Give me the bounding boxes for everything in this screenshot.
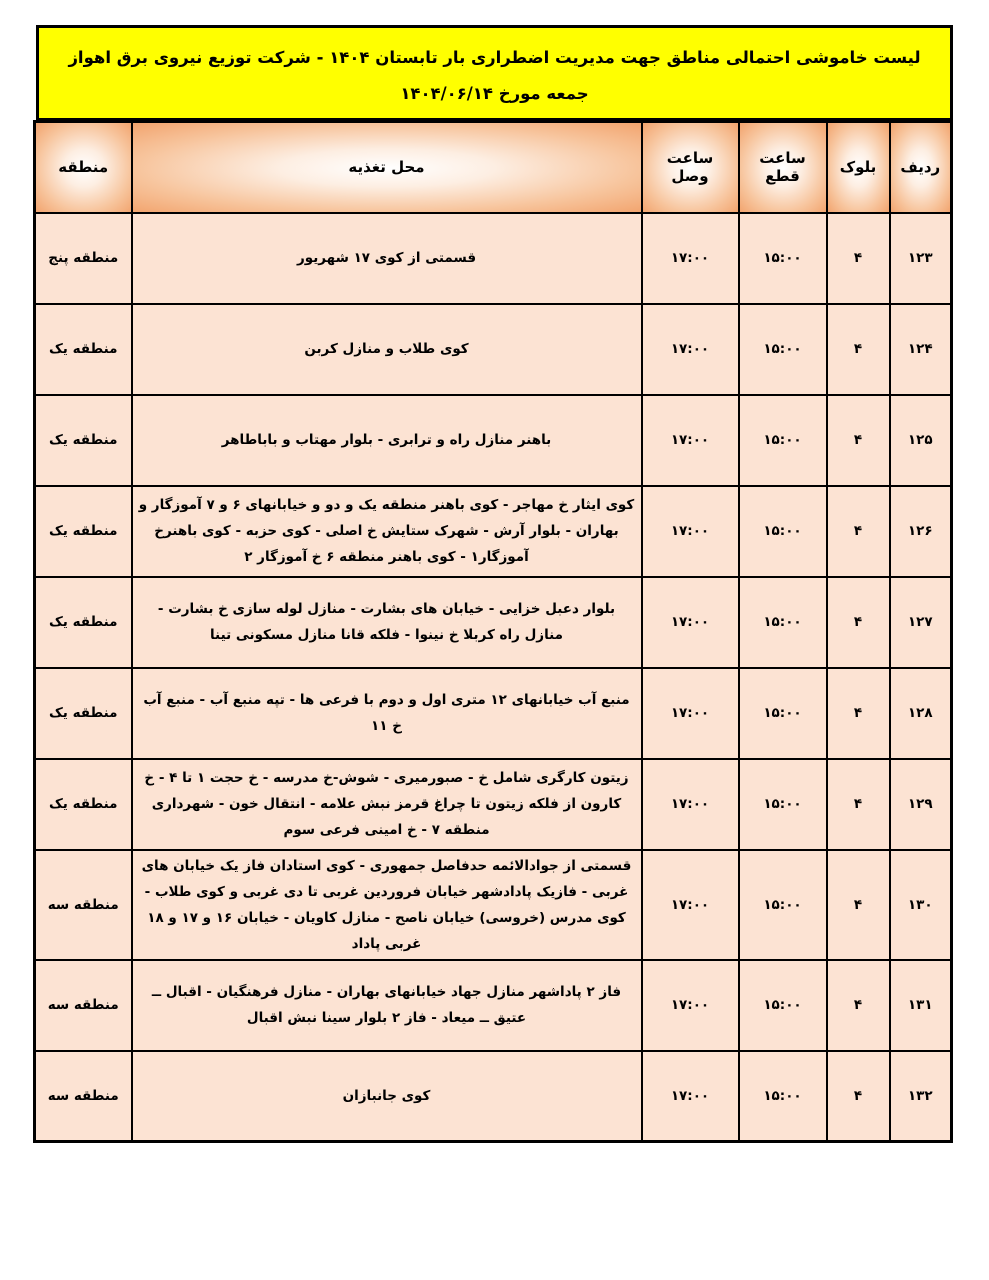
- cell-radif: ۱۲۸: [890, 668, 952, 759]
- cell-cut-time: ۱۵:۰۰: [739, 486, 827, 577]
- cell-reconnect-time: ۱۷:۰۰: [642, 850, 739, 960]
- cell-location: فاز ۲ پاداشهر منازل جهاد خیابانهای بهاران - منازل فرهنگیان - اقبال ــ عتیق ــ میعاد - فاز ۲ بلوار سینا نبش اقبال: [132, 960, 642, 1051]
- outage-schedule-sheet: [36, 25, 953, 1143]
- cell-block: ۴: [827, 668, 890, 759]
- cell-radif: ۱۲۴: [890, 304, 952, 395]
- cell-block: ۴: [827, 395, 890, 486]
- cell-location: باهنر منازل راه و ترابری - بلوار مهتاب و باباطاهر: [132, 395, 642, 486]
- table-header-row: [35, 122, 952, 213]
- cell-location: زیتون کارگری شامل خ - صبورمیری - شوش-خ مدرسه - خ حجت ۱ تا ۴ - خ کارون از فلکه زیتون تا چراغ قرمز نبش علامه - انتقال خون - شهرداری منطقه ۷ - خ امینی فرعی سوم: [132, 759, 642, 850]
- header-cut-time: ساعت قطع: [739, 122, 827, 213]
- table-row: [35, 850, 952, 960]
- cell-cut-time: ۱۵:۰۰: [739, 304, 827, 395]
- cell-reconnect-time: ۱۷:۰۰: [642, 486, 739, 577]
- cell-radif: ۱۳۰: [890, 850, 952, 960]
- cell-radif: ۱۳۱: [890, 960, 952, 1051]
- cell-cut-time: ۱۵:۰۰: [739, 960, 827, 1051]
- cell-location: قسمتی از کوی ۱۷ شهریور: [132, 213, 642, 304]
- table-row: [35, 304, 952, 395]
- cell-block: ۴: [827, 960, 890, 1051]
- cell-radif: ۱۲۶: [890, 486, 952, 577]
- table-row: [35, 577, 952, 668]
- cell-reconnect-time: ۱۷:۰۰: [642, 1051, 739, 1142]
- table-row: [35, 486, 952, 577]
- cell-cut-time: ۱۵:۰۰: [739, 759, 827, 850]
- header-location: محل تغذیه: [132, 122, 642, 213]
- cell-reconnect-time: ۱۷:۰۰: [642, 304, 739, 395]
- table-row: [35, 668, 952, 759]
- cell-cut-time: ۱۵:۰۰: [739, 668, 827, 759]
- table-row: [35, 213, 952, 304]
- cell-reconnect-time: ۱۷:۰۰: [642, 577, 739, 668]
- cell-cut-time: ۱۵:۰۰: [739, 850, 827, 960]
- header-radif: ردیف: [890, 122, 952, 213]
- header-block: بلوک: [827, 122, 890, 213]
- cell-location: بلوار دعبل خزایی - خیابان های بشارت - منازل لوله سازی خ بشارت - منازل راه کربلا خ نینوا - فلکه قانا منازل مسکونی تینا: [132, 577, 642, 668]
- cell-cut-time: ۱۵:۰۰: [739, 577, 827, 668]
- cell-region: منطقه یک: [35, 304, 132, 395]
- cell-location: کوی جانبازان: [132, 1051, 642, 1142]
- cell-location: کوی طلاب و منازل کربن: [132, 304, 642, 395]
- cell-radif: ۱۲۵: [890, 395, 952, 486]
- cell-reconnect-time: ۱۷:۰۰: [642, 395, 739, 486]
- cell-location: قسمتی از جوادالائمه حدفاصل جمهوری - کوی استادان فاز یک خیابان های غربی - فازیک پادادشهر خیابان فروردین غربی تا دی غربی و کوی طلاب - کوی مدرس (خروسی) خیابان ناصح - منازل کاویان - خیابان ۱۶ و ۱۷ و ۱۸ غربی پاداد: [132, 850, 642, 960]
- cell-reconnect-time: ۱۷:۰۰: [642, 759, 739, 850]
- document-title-block: [36, 25, 953, 120]
- outage-table: [33, 120, 953, 1143]
- cell-reconnect-time: ۱۷:۰۰: [642, 960, 739, 1051]
- document-title-line1: لیست خاموشی احتمالی مناطق جهت مدیریت اضطراری بار تابستان ۱۴۰۴ - شرکت توزیع نیروی برق اهواز: [68, 48, 921, 67]
- cell-region: منطقه یک: [35, 486, 132, 577]
- header-region: منطقه: [35, 122, 132, 213]
- cell-reconnect-time: ۱۷:۰۰: [642, 213, 739, 304]
- document-title-line2: جمعه مورخ ۱۴۰۴/۰۶/۱۴: [400, 84, 589, 103]
- cell-location: منبع آب خیابانهای ۱۲ متری اول و دوم با فرعی ها - تپه منبع آب - منبع آب خ ۱۱: [132, 668, 642, 759]
- cell-block: ۴: [827, 759, 890, 850]
- cell-radif: ۱۳۲: [890, 1051, 952, 1142]
- cell-region: منطقه یک: [35, 577, 132, 668]
- cell-block: ۴: [827, 850, 890, 960]
- table-row: [35, 759, 952, 850]
- cell-block: ۴: [827, 213, 890, 304]
- cell-region: منطقه یک: [35, 759, 132, 850]
- cell-radif: ۱۲۷: [890, 577, 952, 668]
- cell-cut-time: ۱۵:۰۰: [739, 395, 827, 486]
- cell-radif: ۱۲۳: [890, 213, 952, 304]
- cell-block: ۴: [827, 1051, 890, 1142]
- cell-block: ۴: [827, 577, 890, 668]
- cell-block: ۴: [827, 304, 890, 395]
- cell-location: کوی ایثار خ مهاجر - کوی باهنر منطقه یک و دو و خیابانهای ۶ و ۷ آموزگار و بهاران - بلوار آرش - شهرک ستایش خ اصلی - کوی حزبه - کوی باهنرخ آموزگار۱ - کوی باهنر منطقه ۶ خ آموزگار ۲: [132, 486, 642, 577]
- cell-cut-time: ۱۵:۰۰: [739, 1051, 827, 1142]
- cell-radif: ۱۲۹: [890, 759, 952, 850]
- cell-region: منطقه سه: [35, 850, 132, 960]
- cell-region: منطقه سه: [35, 1051, 132, 1142]
- cell-reconnect-time: ۱۷:۰۰: [642, 668, 739, 759]
- table-row: [35, 1051, 952, 1142]
- cell-cut-time: ۱۵:۰۰: [739, 213, 827, 304]
- table-row: [35, 395, 952, 486]
- cell-region: منطقه یک: [35, 668, 132, 759]
- cell-region: منطقه پنج: [35, 213, 132, 304]
- header-reconnect-time: ساعت وصل: [642, 122, 739, 213]
- cell-region: منطقه سه: [35, 960, 132, 1051]
- cell-block: ۴: [827, 486, 890, 577]
- cell-region: منطقه یک: [35, 395, 132, 486]
- table-row: [35, 960, 952, 1051]
